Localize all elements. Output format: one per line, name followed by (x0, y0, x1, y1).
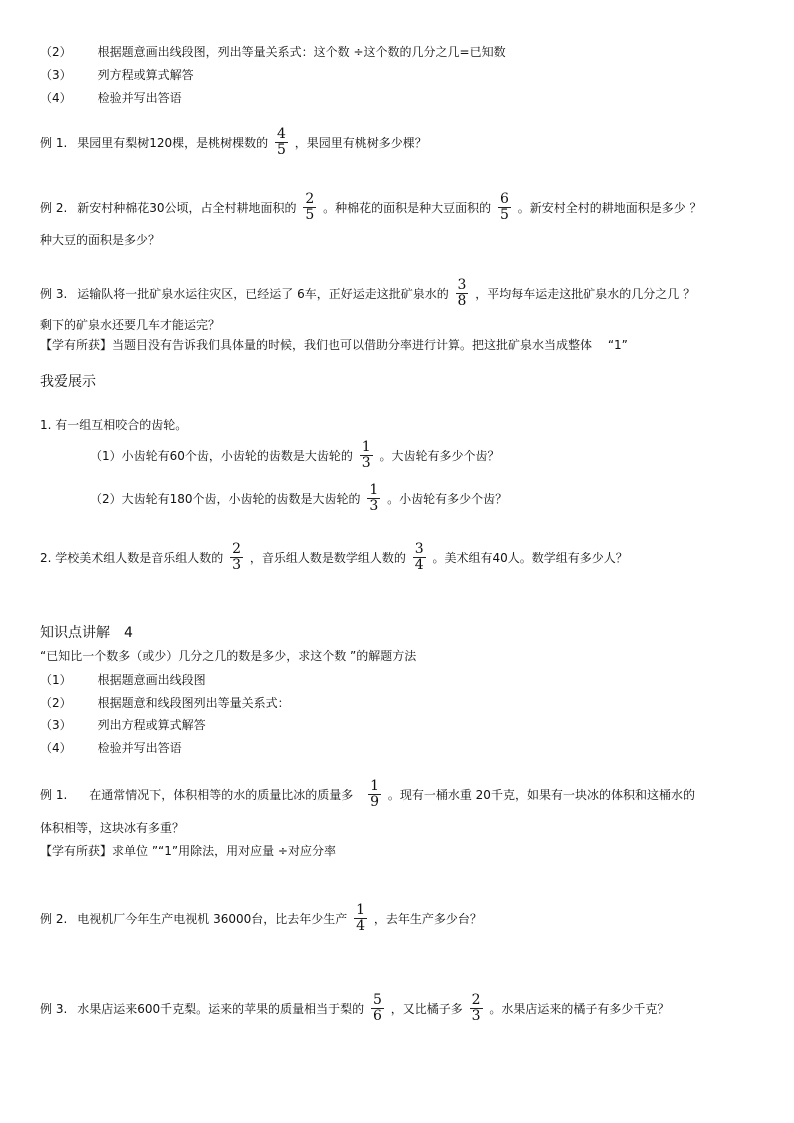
fraction (470, 993, 483, 1024)
step-number: （2） (40, 44, 72, 59)
denominator: 3 (361, 455, 371, 471)
step-number: （2） (40, 695, 72, 710)
step-4 (40, 739, 182, 756)
step-2-top (40, 43, 506, 60)
example-text: 。新安村全村的耕地面积是多少 ？ (517, 200, 702, 215)
numerator: 1 (356, 902, 366, 918)
step-text: 检验并写出答语 (97, 90, 182, 105)
numerator: 3 (414, 541, 424, 557)
denominator: 8 (457, 293, 467, 309)
step-number: （4） (40, 90, 72, 105)
example-text: 新安村种棉花30公顷，占全村耕地面积的 (77, 200, 297, 215)
numerator: 1 (370, 778, 380, 794)
example-text: 。种棉花的面积是种大豆面积的 (323, 200, 492, 215)
example-label: 例 2. (40, 911, 68, 926)
example-2-line2: 种大豆的面积是多少？ (40, 233, 161, 247)
numerator: 5 (373, 992, 382, 1008)
step-3 (40, 716, 206, 733)
numerator: 6 (499, 191, 509, 207)
problem-text: （2）大齿轮有180个齿，小齿轮的齿数是大齿轮的 (90, 491, 361, 506)
example-label: 例 3. (40, 1001, 68, 1016)
example-text: 水果店运来600千克梨。运来的苹果的质量相当于梨的 (77, 1001, 365, 1016)
fraction (371, 993, 384, 1024)
fraction (456, 278, 469, 309)
step-number: （4） (40, 740, 72, 755)
example-label: 例 1. (40, 787, 68, 802)
fraction (230, 542, 243, 573)
denominator: 4 (356, 918, 366, 934)
example-text: 运输队将一批矿泉水运往灾区，已经运了 6车，正好运走这批矿泉水的 (77, 286, 449, 301)
fraction (367, 483, 380, 514)
denominator: 3 (232, 557, 242, 573)
numerator: 4 (277, 126, 286, 142)
problem-1-sub-1 (90, 440, 500, 471)
numerator: 2 (305, 191, 315, 207)
method-title: “已知比一个数多（或少）几分之几的数是多少，求这个数 ”的解题方法 (40, 649, 417, 663)
problem-text: 。大齿轮有多少个齿？ (379, 448, 500, 463)
step-number: （1） (40, 672, 72, 687)
denominator: 4 (414, 557, 424, 573)
example-label: 例 1. (40, 135, 68, 150)
example-1 (40, 127, 427, 158)
denominator: 6 (373, 1008, 382, 1024)
numerator: 2 (471, 992, 481, 1008)
example-label: 例 3. (40, 286, 68, 301)
step-3-top (40, 66, 194, 83)
step-text: 根据题意画出线段图，列出等量关系式：这个数 ÷这个数的几分之几=已知数 (97, 44, 506, 59)
example-2 (40, 192, 702, 223)
step-text: 列方程或算式解答 (97, 67, 194, 82)
problem-text: ，音乐组人数是数学组人数的 (249, 550, 406, 565)
denominator: 5 (499, 207, 509, 223)
example-text: ，平均每车运走这批矿泉水的几分之几 ？ (475, 286, 696, 301)
fraction (303, 192, 316, 223)
example-4-1 (40, 779, 695, 810)
denominator: 3 (369, 498, 379, 514)
learning-tip: 【学有所获】当题目没有告诉我们具体量的时候，我们也可以借助分率进行计算。把这批矿泉水当成整体 “1” (40, 338, 628, 352)
example-text: 。水果店运来的橘子有多少千克？ (489, 1001, 670, 1016)
denominator: 9 (370, 794, 380, 810)
fraction (275, 127, 288, 158)
step-2 (40, 694, 290, 711)
step-text: 根据题意和线段图列出等量关系式： (97, 695, 290, 710)
example-label: 例 2. (40, 200, 68, 215)
fraction (354, 903, 367, 934)
section-heading-4: 知识点讲解 4 (40, 625, 133, 641)
problem-text: 。小齿轮有多少个齿？ (387, 491, 508, 506)
numerator: 3 (457, 277, 467, 293)
example-text: ，又比橘子多 (390, 1001, 463, 1016)
step-text: 检验并写出答语 (97, 740, 182, 755)
step-text: 列出方程或算式解答 (97, 717, 206, 732)
numerator: 2 (232, 541, 242, 557)
fraction (498, 192, 511, 223)
problem-text: （1）小齿轮有60个齿，小齿轮的齿数是大齿轮的 (90, 448, 353, 463)
problem-2 (40, 542, 628, 573)
step-number: （3） (40, 717, 72, 732)
problem-1-sub-2 (90, 483, 507, 514)
example-3-line2: 剩下的矿泉水还要几车才能运完？ (40, 318, 221, 332)
problem-text: 2. 学校美术组人数是音乐组人数的 (40, 550, 224, 565)
step-4-top (40, 89, 182, 106)
section-heading-show: 我爱展示 (40, 374, 96, 390)
example-text: 。现有一桶水重 20千克，如果有一块冰的体积和这桶水的 (387, 787, 695, 802)
example-text: ，果园里有桃树多少棵？ (294, 135, 427, 150)
learning-tip-4: 【学有所获】求单位 ”“1”用除法，用对应量 ÷对应分率 (40, 844, 336, 858)
example-text: 电视机厂今年生产电视机 36000台，比去年少生产 (77, 911, 348, 926)
numerator: 1 (361, 439, 371, 455)
fraction (368, 779, 381, 810)
numerator: 1 (369, 482, 379, 498)
example-text: ，去年生产多少台？ (373, 911, 482, 926)
denominator: 5 (277, 142, 286, 158)
fraction (413, 542, 426, 573)
example-4-2 (40, 903, 482, 934)
example-3 (40, 278, 695, 309)
step-1 (40, 671, 206, 688)
denominator: 5 (305, 207, 315, 223)
step-text: 根据题意画出线段图 (97, 672, 206, 687)
step-number: （3） (40, 67, 72, 82)
problem-1-title: 1. 有一组互相咬合的齿轮。 (40, 418, 188, 432)
example-text: 果园里有梨树120棵，是桃树棵数的 (77, 135, 269, 150)
problem-text: 。美术组有40人。数学组有多少人？ (432, 550, 628, 565)
example-4-3 (40, 993, 669, 1024)
denominator: 3 (471, 1008, 481, 1024)
example-text: 在通常情况下，体积相等的水的质量比冰的质量多 (89, 787, 354, 802)
fraction (360, 440, 373, 471)
example-4-1-line2: 体积相等，这块冰有多重？ (40, 821, 185, 835)
